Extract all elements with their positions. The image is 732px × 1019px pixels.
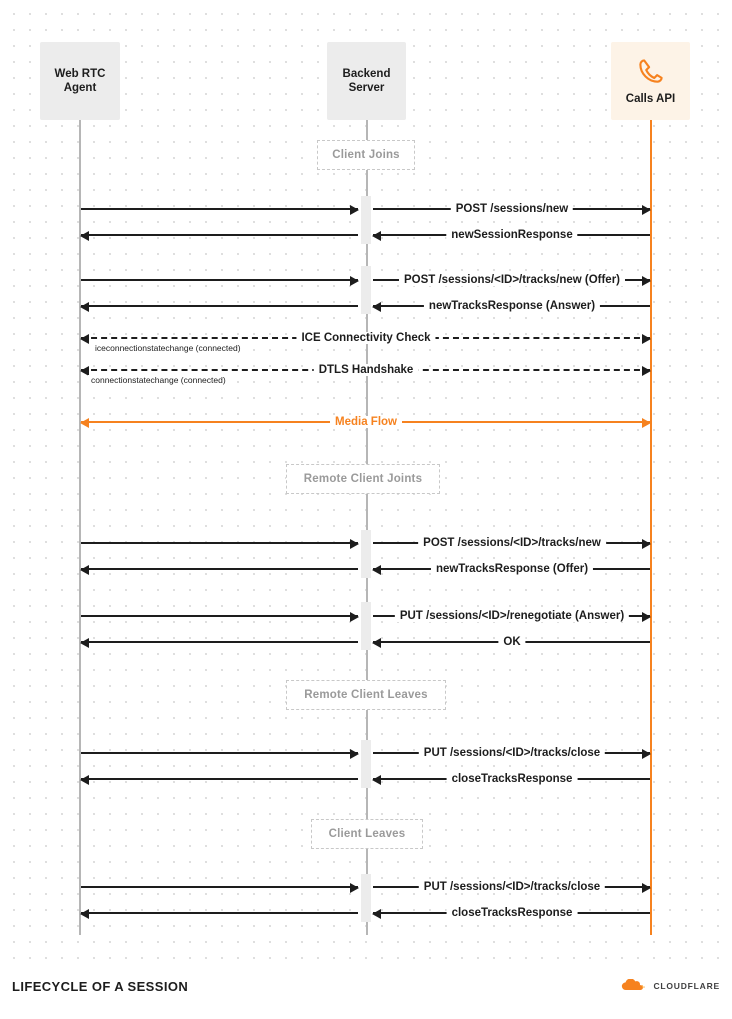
- message-arrow: [81, 778, 358, 780]
- message-sublabel: iceconnectionstatechange (connected): [92, 343, 244, 353]
- message-label: POST /sessions/new: [451, 203, 573, 215]
- message-arrow: [81, 305, 358, 307]
- arrowhead-right: [642, 539, 651, 549]
- arrowhead-left: [372, 565, 381, 575]
- message-arrow: [81, 208, 358, 210]
- message-label: Media Flow: [330, 416, 402, 428]
- footer: [0, 961, 732, 1019]
- message-label: PUT /sessions/<ID>/tracks/close: [419, 881, 605, 893]
- message-label: POST /sessions/<ID>/tracks/new: [418, 537, 606, 549]
- arrowhead-left: [372, 231, 381, 241]
- arrowhead-right: [350, 539, 359, 549]
- actor-web-rtc-agent: [40, 42, 120, 120]
- page-margin-left: [0, 0, 10, 1019]
- arrowhead-left: [80, 302, 89, 312]
- arrowhead-right: [642, 612, 651, 622]
- arrowhead-left: [80, 775, 89, 785]
- arrowhead-right: [642, 366, 651, 376]
- message-label: POST /sessions/<ID>/tracks/new (Offer): [399, 274, 625, 286]
- page-title: LIFECYCLE OF A SESSION: [12, 979, 189, 994]
- arrowhead-right: [642, 418, 651, 428]
- message-label: OK: [498, 636, 525, 648]
- arrowhead-left: [80, 418, 89, 428]
- cloudflare-logo: [618, 979, 720, 993]
- cloud-icon: [618, 979, 648, 993]
- message-label: DTLS Handshake: [314, 364, 419, 376]
- arrowhead-right: [642, 334, 651, 344]
- activation-bar: [361, 530, 371, 578]
- phase-client-leaves: [311, 819, 423, 849]
- phase-label: Remote Client Joints: [303, 473, 423, 485]
- phase-label: Client Leaves: [328, 828, 406, 840]
- arrowhead-left: [372, 909, 381, 919]
- message-label: ICE Connectivity Check: [296, 332, 435, 344]
- arrowhead-right: [642, 276, 651, 286]
- message-arrow: [81, 886, 358, 888]
- actor-label-line1: Web RTC: [54, 67, 106, 80]
- lifeline-webrtc-agent: [79, 120, 81, 935]
- activation-bar: [361, 266, 371, 314]
- message-label: newTracksResponse (Answer): [424, 300, 600, 312]
- arrowhead-right: [642, 205, 651, 215]
- arrowhead-left: [372, 775, 381, 785]
- phase-label: Client Joins: [332, 149, 400, 161]
- arrowhead-right: [642, 883, 651, 893]
- actor-calls-api: [611, 42, 690, 120]
- message-arrow: [81, 641, 358, 643]
- message-arrow: [81, 234, 358, 236]
- message-label: PUT /sessions/<ID>/renegotiate (Answer): [395, 610, 629, 622]
- message-arrow: [81, 752, 358, 754]
- arrowhead-left: [80, 638, 89, 648]
- message-label: closeTracksResponse: [447, 773, 578, 785]
- activation-bar: [361, 602, 371, 650]
- arrowhead-left: [80, 231, 89, 241]
- arrowhead-right: [642, 749, 651, 759]
- brand-name: CLOUDFLARE: [653, 981, 720, 991]
- arrowhead-left: [80, 909, 89, 919]
- message-arrow: [81, 568, 358, 570]
- phase-label: Remote Client Leaves: [304, 689, 428, 701]
- activation-bar: [361, 874, 371, 922]
- arrowhead-right: [350, 883, 359, 893]
- message-arrow: [81, 279, 358, 281]
- phase-remote-client-joins: [286, 464, 440, 494]
- arrowhead-left: [80, 334, 89, 344]
- message-arrow: [81, 542, 358, 544]
- arrowhead-left: [80, 565, 89, 575]
- actor-backend-server: [327, 42, 406, 120]
- actor-label-line1: Backend: [342, 67, 391, 80]
- message-sublabel: connectionstatechange (connected): [88, 375, 229, 385]
- arrowhead-right: [350, 276, 359, 286]
- arrowhead-left: [372, 638, 381, 648]
- arrowhead-right: [350, 205, 359, 215]
- activation-bar: [361, 740, 371, 788]
- arrowhead-right: [350, 612, 359, 622]
- actor-label-line1: Calls API: [625, 93, 676, 105]
- phase-remote-client-leaves: [286, 680, 446, 710]
- page-margin-top: [0, 0, 732, 10]
- phone-icon: [636, 56, 666, 90]
- message-label: newSessionResponse: [446, 229, 577, 241]
- arrowhead-left: [372, 302, 381, 312]
- message-arrow: [81, 615, 358, 617]
- arrowhead-right: [350, 749, 359, 759]
- actor-label-line2: Server: [348, 82, 385, 94]
- page-margin-right: [722, 0, 732, 1019]
- message-label: newTracksResponse (Offer): [431, 563, 593, 575]
- actor-label-line2: Agent: [63, 82, 97, 94]
- message-arrow: [81, 912, 358, 914]
- phase-client-joins: [317, 140, 415, 170]
- activation-bar: [361, 196, 371, 244]
- message-label: PUT /sessions/<ID>/tracks/close: [419, 747, 605, 759]
- message-label: closeTracksResponse: [447, 907, 578, 919]
- lifeline-calls-api: [650, 120, 652, 935]
